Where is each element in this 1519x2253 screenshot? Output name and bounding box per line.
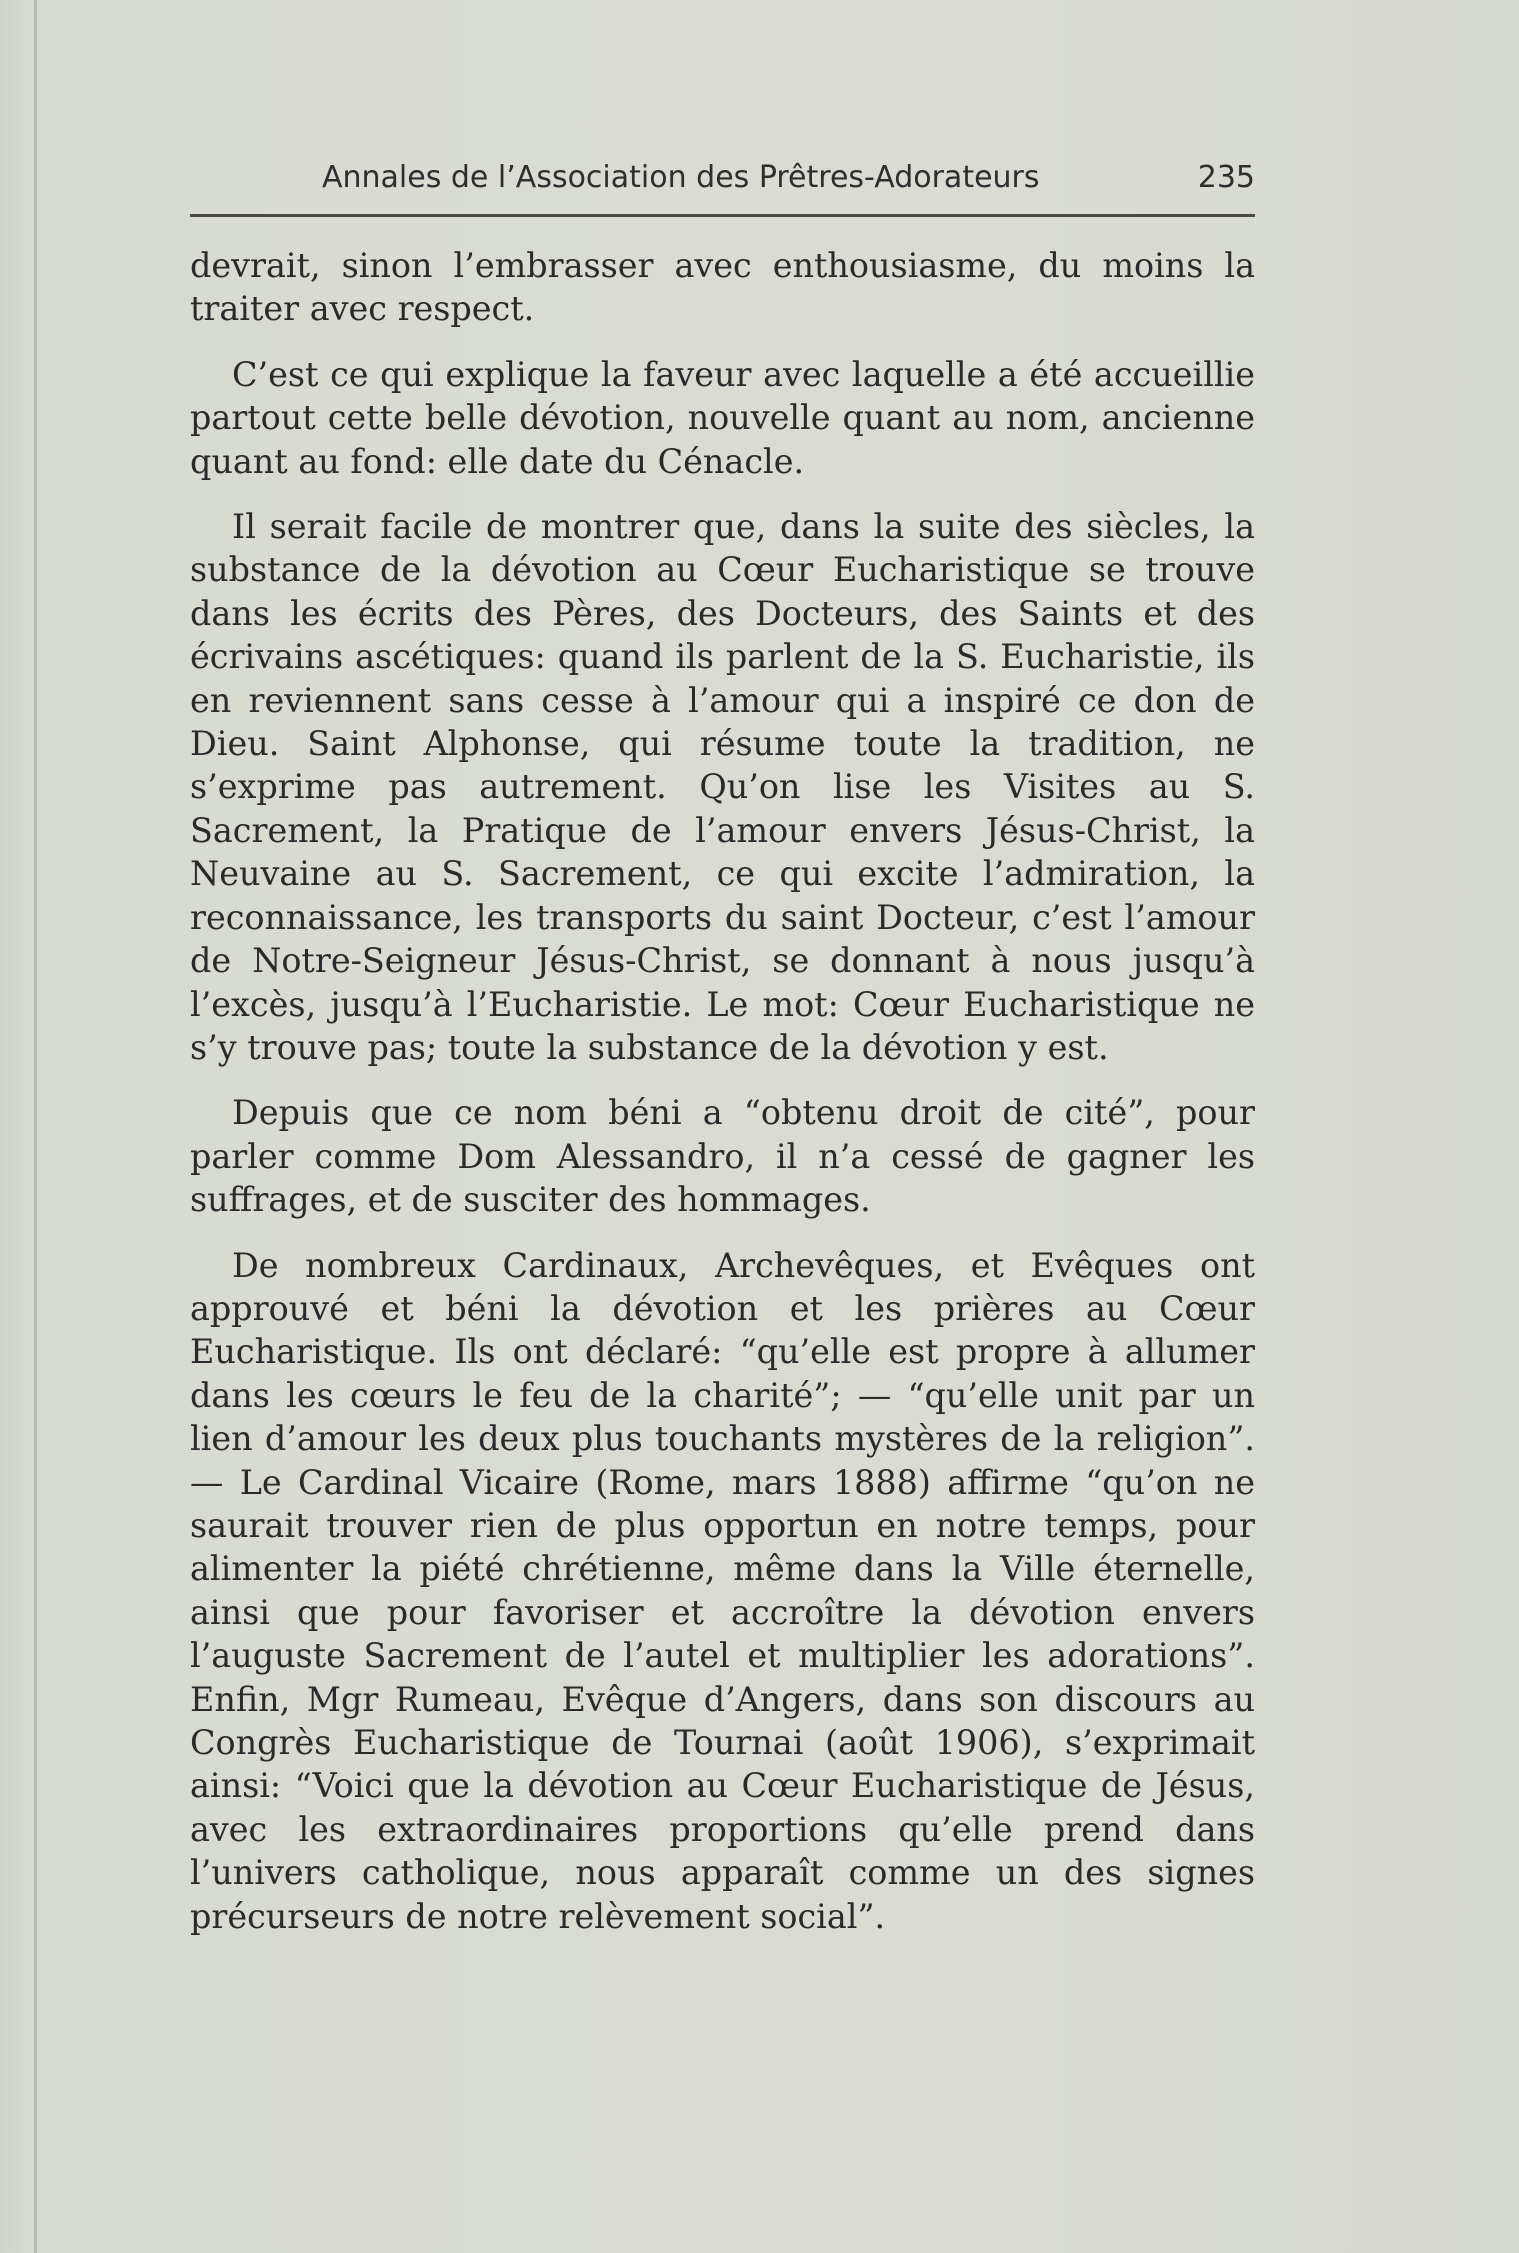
header-rule <box>190 214 1255 217</box>
running-title: Annales de l’Association des Prêtres-Adorateurs <box>322 160 1040 195</box>
binding-edge <box>34 0 37 2253</box>
page-number: 235 <box>1197 160 1255 195</box>
page-header <box>190 158 1255 208</box>
paragraph-cardinaux: De nombreux Cardinaux, Archevêques, et Evêques ont approuvé et béni la dévotion et les prières au Cœur Eucharistique. Ils ont déclaré: “qu’elle est propre à allumer dans les cœurs le feu de la charité”; — “qu’elle unit par un lien d’amour les deux plus touchants mystères de la religion”. — Le Cardinal Vicaire (Rome, mars 1888) affirme “qu’on ne saurait trouver rien de plus opportun en notre temps, pour alimenter la piété chrétienne, même dans la Ville éternelle, ainsi que pour favoriser et accroître la dévotion envers l’auguste Sacrement de l’autel et multiplier les adorations”. Enfin, Mgr Rumeau, Evêque d’Angers, dans son discours au Congrès Eucharistique de Tournai (août 1906), s’exprimait ainsi: “Voici que la dévotion au Cœur Eucharistique de Jésus, avec les extraordinaires proportions qu’elle prend dans l’univers catholique, nous apparaît comme un des signes précurseurs de notre relèvement social”. <box>190 1245 1255 1936</box>
paragraph-droit-de-cite: Depuis que ce nom béni a “obtenu droit de cité”, pour parler comme Dom Alessandro, il n’a cessé de gagner les suffrages, et de susciter des hommages. <box>190 1093 1255 1220</box>
paragraph-substance: Il serait facile de montrer que, dans la suite des siècles, la substance de la dévotion au Cœur Eucharistique se trouve dans les écrits des Pères, des Docteurs, des Saints et des écrivains ascétiques: quand ils parlent de la S. Eucharistie, ils en reviennent sans cesse à l’amour qui a inspiré ce don de Dieu. Saint Alphonse, qui résume toute la tradition, ne s’exprime pas autrement. Qu’on lise les Visites au S. Sacrement, la Pratique de l’amour envers Jésus-Christ, la Neuvaine au S. Sacrement, ce qui excite l’admiration, la reconnaissance, les transports du saint Docteur, c’est l’amour de Notre-Seigneur Jésus-Christ, se donnant à nous jusqu’à l’excès, jusqu’à l’Eucharistie. Le mot: Cœur Eucharistique ne s’y trouve pas; toute la substance de la dévotion y est. <box>190 507 1255 1067</box>
paragraph-continued: devrait, sinon l’embrasser avec enthousiasme, du moins la traiter avec respect. <box>190 246 1255 329</box>
body-text <box>190 244 1255 1938</box>
paragraph-cenacle: C’est ce qui explique la faveur avec laquelle a été accueillie partout cette belle dévotion, nouvelle quant au nom, ancienne quant au fond: elle date du Cénacle. <box>190 354 1255 481</box>
